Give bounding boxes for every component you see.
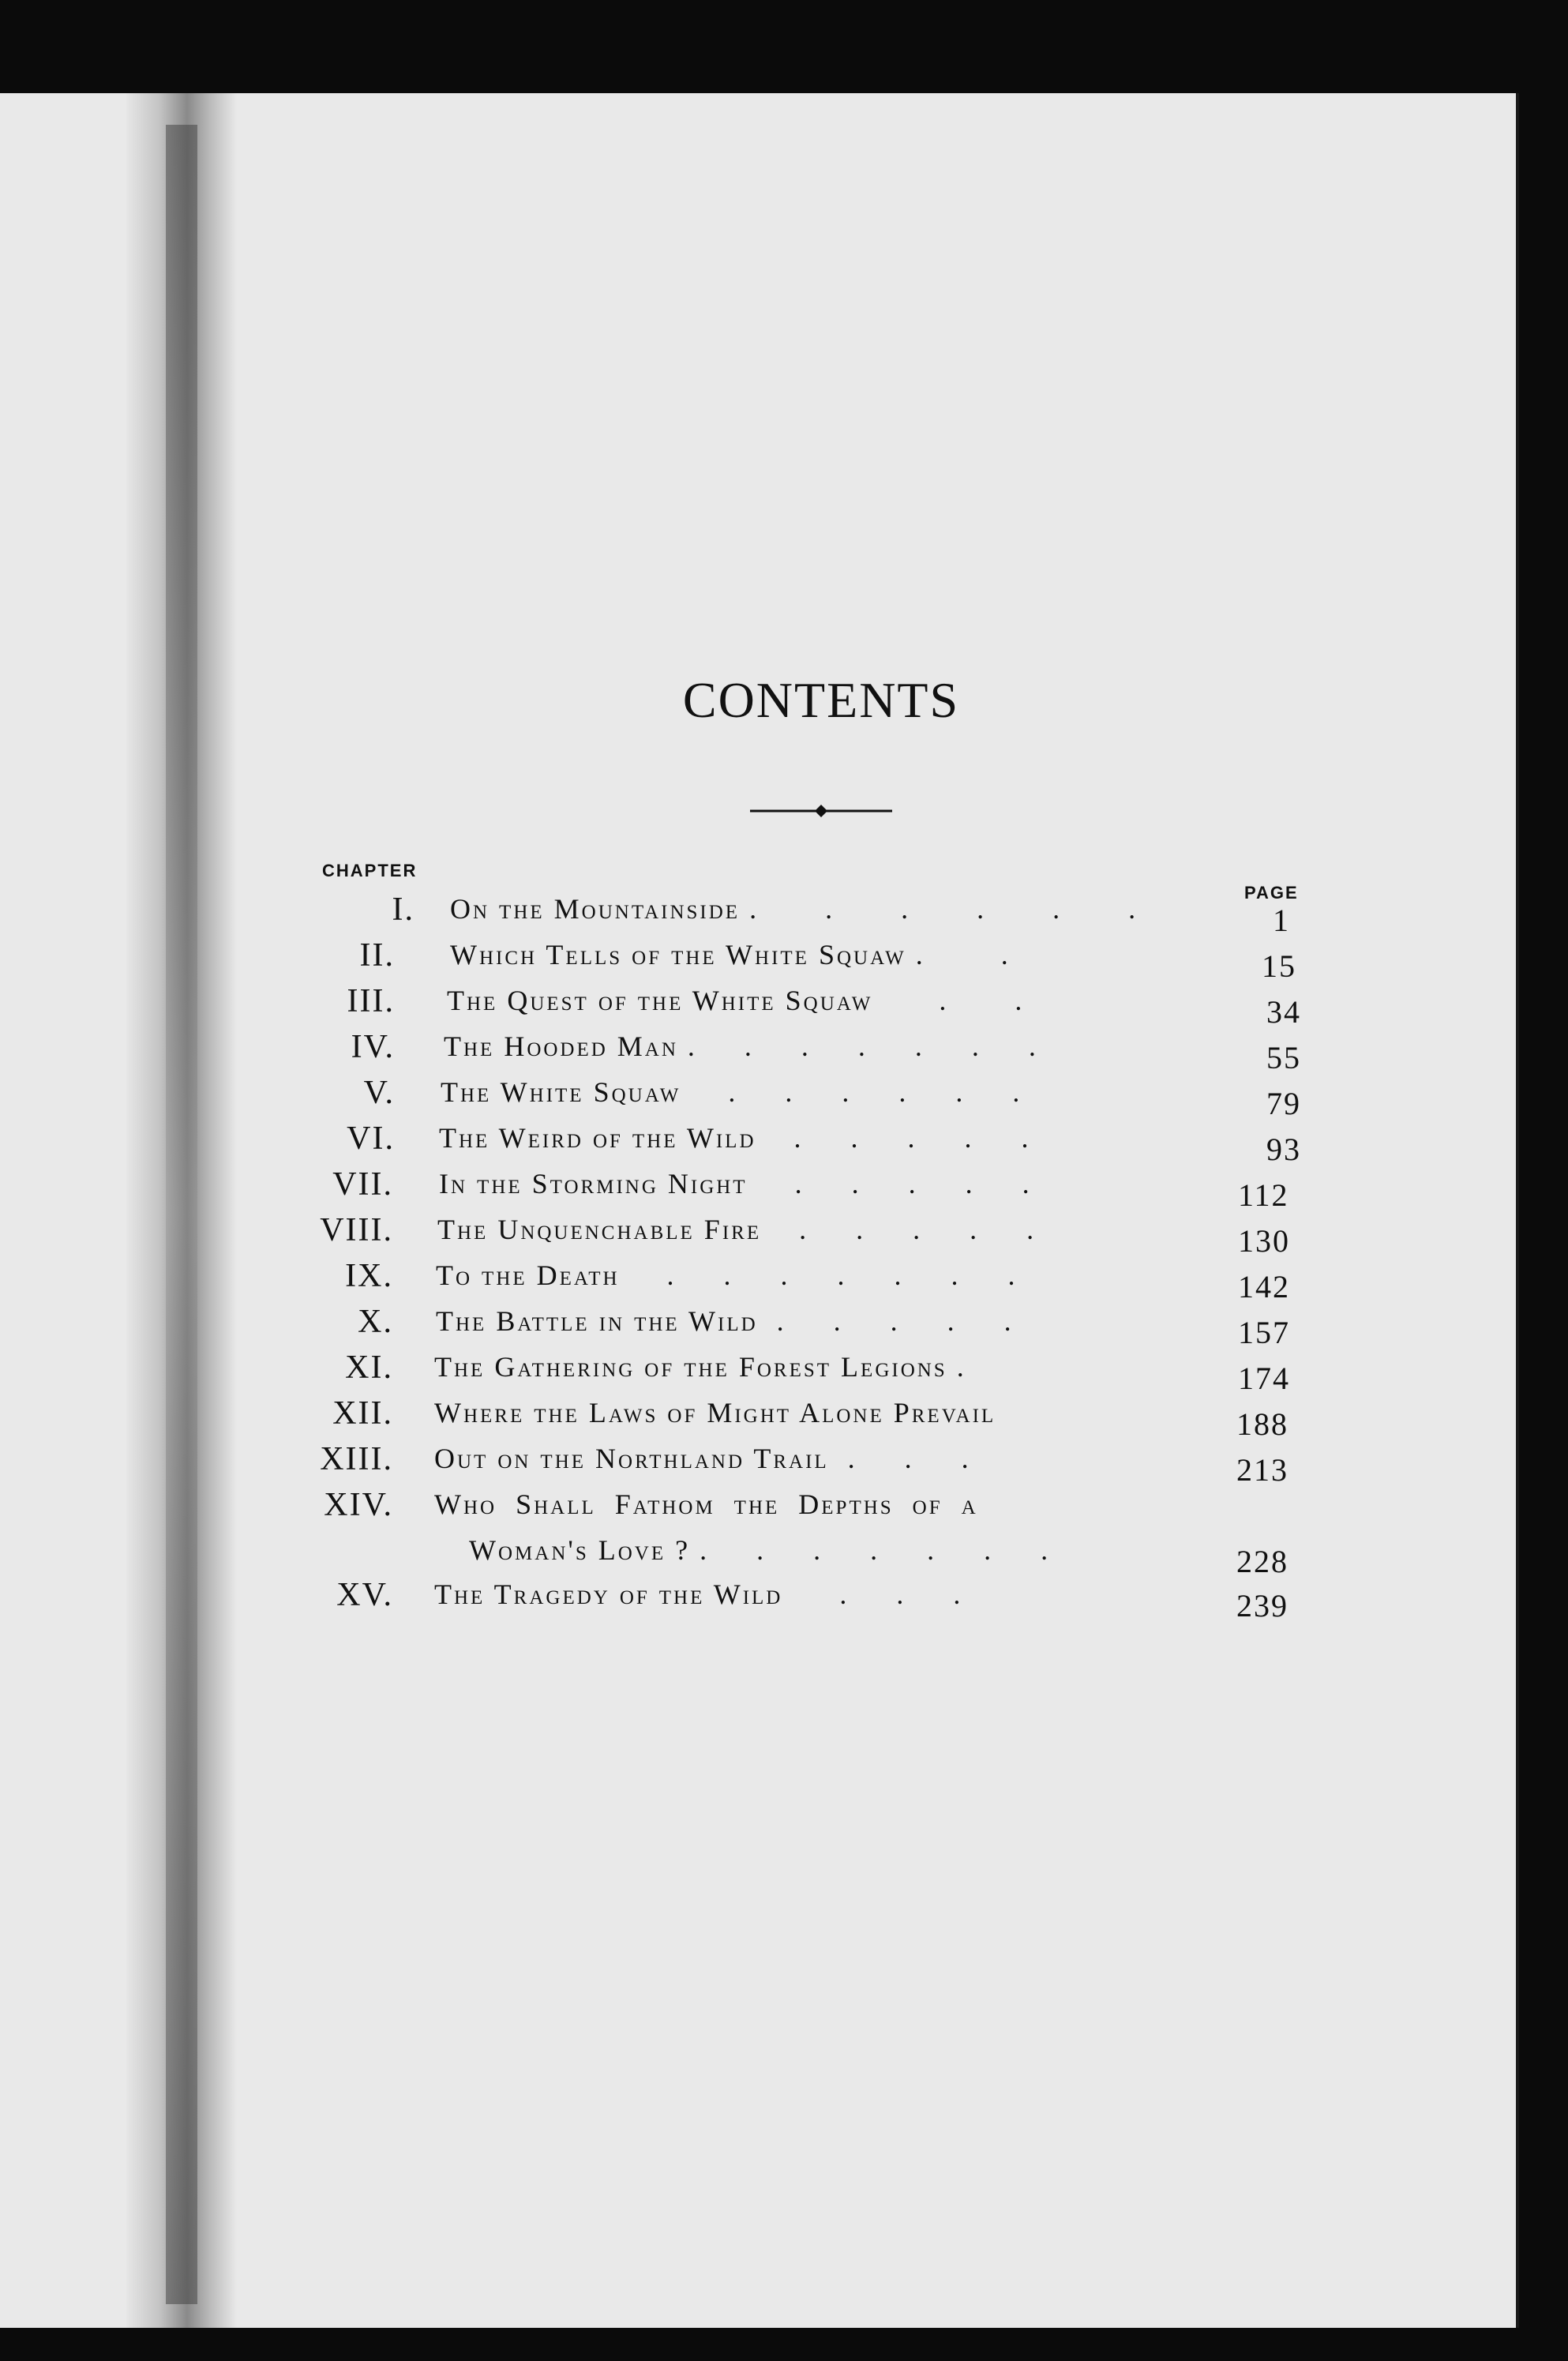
chapter-numeral: VI.: [347, 1120, 395, 1157]
chapter-title: To the Death . . . . . . .: [436, 1259, 1018, 1291]
toc-row: [0, 1257, 1326, 1304]
book-page: [0, 93, 1519, 2328]
chapter-title: The Hooded Man . . . . . . .: [444, 1030, 1038, 1062]
page-title: CONTENTS: [682, 672, 960, 728]
toc-row: [0, 1394, 1326, 1442]
chapter-numeral: XI.: [345, 1349, 393, 1386]
page-number: 157: [1238, 1315, 1290, 1350]
toc-row: [0, 891, 1326, 938]
chapter-numeral: XII.: [332, 1395, 393, 1432]
page-number: 34: [1266, 994, 1301, 1030]
chapter-numeral: II.: [359, 937, 395, 974]
chapter-numeral: III.: [347, 983, 395, 1019]
page-number: 79: [1266, 1086, 1301, 1121]
page-number: 112: [1238, 1177, 1289, 1213]
toc-row: [0, 937, 1326, 984]
toc-row: [0, 1440, 1326, 1488]
chapter-numeral: I.: [392, 891, 415, 928]
toc-row: [0, 1074, 1326, 1121]
chapter-numeral: XIV.: [324, 1487, 393, 1523]
divider-ornament: [750, 801, 892, 820]
chapter-title: The Tragedy of the Wild . . .: [434, 1578, 963, 1610]
chapter-numeral: VII.: [332, 1166, 393, 1203]
chapter-numeral: XIII.: [320, 1441, 393, 1477]
chapter-title: Which Tells of the White Squaw . .: [450, 939, 1011, 970]
chapter-title: Where the Laws of Might Alone Prevail: [434, 1397, 996, 1428]
page-number: 188: [1236, 1406, 1289, 1442]
toc-row: [0, 1576, 1326, 1623]
chapter-numeral: V.: [363, 1075, 395, 1111]
toc-row: [0, 982, 1326, 1030]
page-number: 15: [1262, 948, 1296, 984]
chapter-title: On the Mountainside . . . . . .: [450, 893, 1138, 925]
toc-row: [0, 1028, 1326, 1075]
toc-row: [0, 1532, 1326, 1579]
chapter-title: The Gathering of the Forest Legions .: [434, 1351, 966, 1383]
toc-row: [0, 1165, 1326, 1213]
chapter-title: The Weird of the Wild . . . . .: [439, 1122, 1031, 1154]
chapter-title: In the Storming Night . . . . .: [439, 1168, 1032, 1199]
page-number: 130: [1238, 1223, 1290, 1259]
page-number: 174: [1238, 1361, 1290, 1396]
chapter-title: Out on the Northland Trail . . .: [434, 1443, 971, 1474]
page-number: 142: [1238, 1269, 1290, 1304]
page-number: 213: [1236, 1452, 1289, 1488]
page-number: 93: [1266, 1132, 1301, 1167]
toc-row: [0, 1486, 1326, 1530]
chapter-title: The Battle in the Wild . . . . .: [436, 1305, 1014, 1337]
toc-row: [0, 1349, 1326, 1396]
chapter-title: The White Squaw . . . . . .: [441, 1076, 1022, 1108]
chapter-numeral: X.: [358, 1304, 393, 1340]
chapter-numeral: IV.: [351, 1029, 395, 1065]
chapter-title: Woman's Love ? . . . . . . .: [469, 1534, 1051, 1566]
toc-row: [0, 1120, 1326, 1167]
chapter-numeral: IX.: [345, 1258, 393, 1294]
chapter-column-header: CHAPTER: [322, 861, 418, 880]
page-number: 228: [1236, 1544, 1289, 1579]
chapter-title: Who Shall Fathom the Depths of a: [434, 1488, 978, 1520]
page-number: 239: [1236, 1588, 1289, 1623]
chapter-numeral: XV.: [336, 1577, 393, 1613]
page-column-header: PAGE: [1244, 883, 1299, 903]
page-number: 55: [1266, 1040, 1301, 1075]
toc-row: [0, 1303, 1326, 1350]
chapter-numeral: VIII.: [320, 1212, 393, 1248]
chapter-title: The Quest of the White Squaw . .: [447, 985, 1025, 1016]
toc-row: [0, 1211, 1326, 1259]
page-number: 1: [1273, 903, 1290, 938]
chapter-title: The Unquenchable Fire . . . . .: [437, 1214, 1037, 1245]
